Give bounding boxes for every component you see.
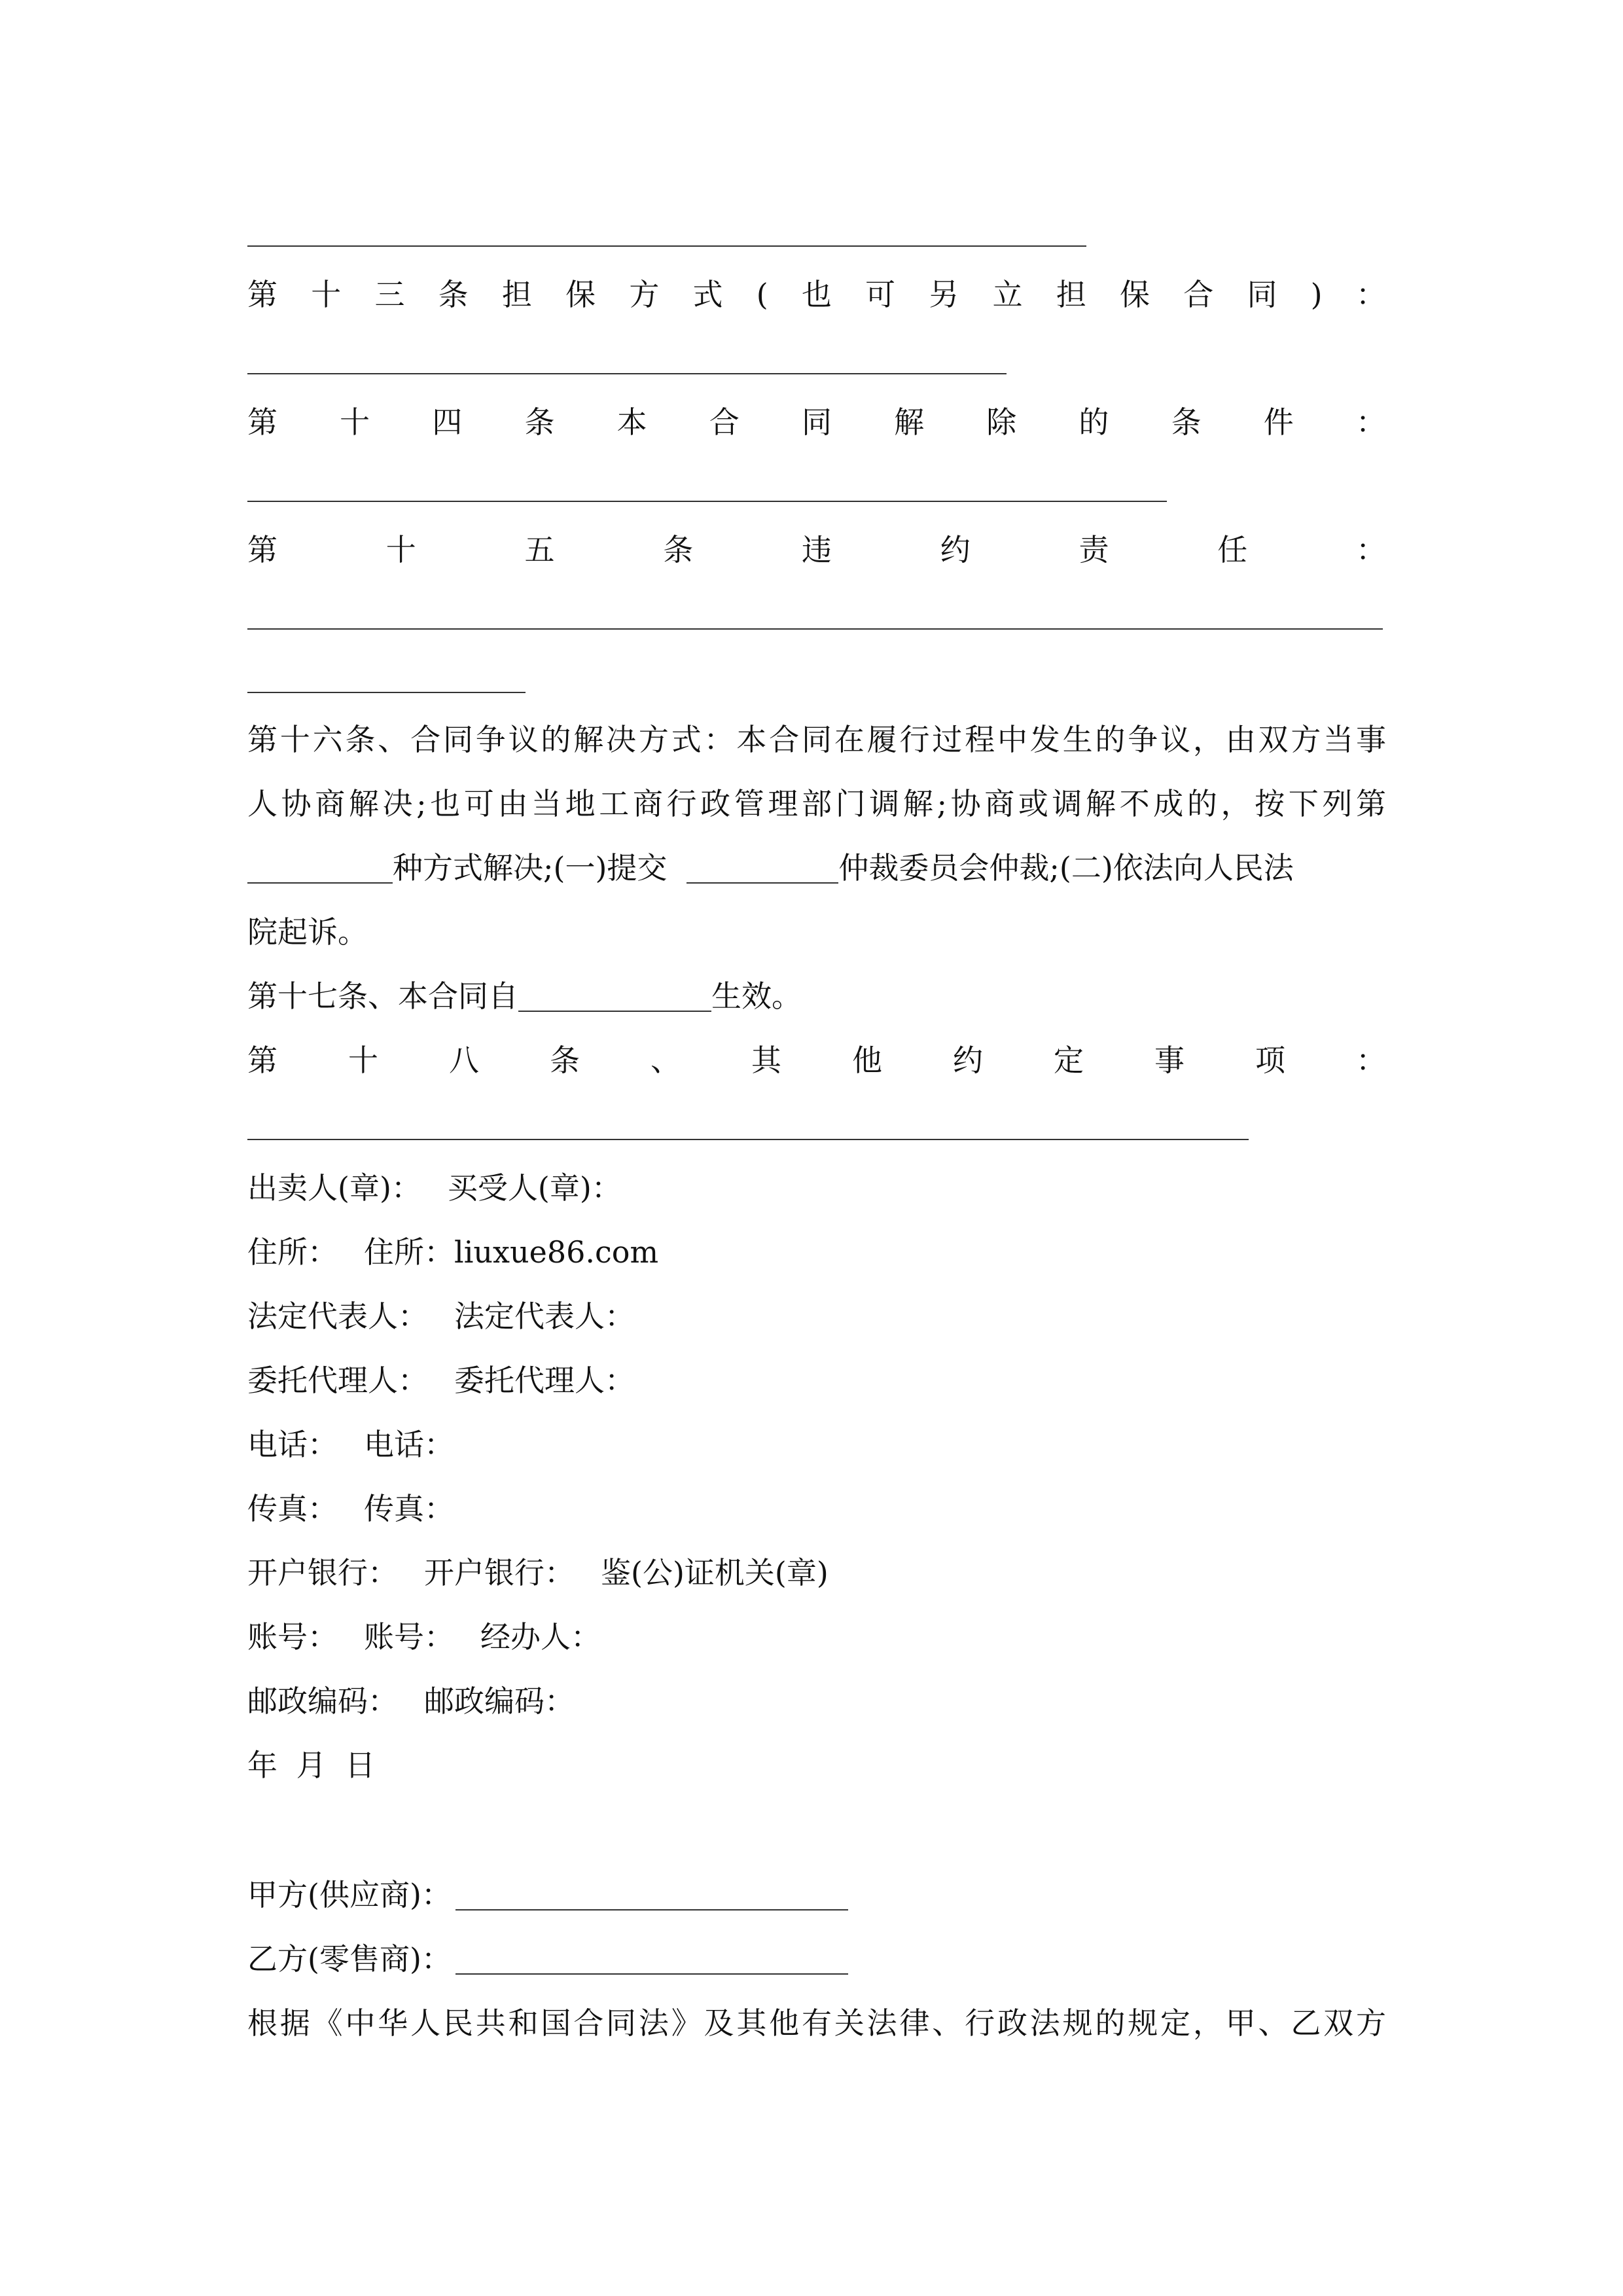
article-17-text: 第十七条、本合同自	[247, 978, 518, 1014]
heading-char: 条	[663, 532, 694, 567]
signature-date: 年 月 日	[247, 1748, 376, 1783]
heading-char: 其	[751, 1043, 781, 1078]
signature-row-bank	[247, 1553, 829, 1592]
buyer-legal-rep-label: 法定代表人：	[454, 1299, 635, 1334]
party-a-label: 甲方(供应商)：	[247, 1877, 452, 1912]
signature-row-seal	[247, 1168, 622, 1208]
heading-char: 责	[1079, 532, 1109, 567]
signature-row-fax	[247, 1489, 454, 1528]
buyer-agent-label: 委托代理人：	[454, 1363, 635, 1398]
party-a-blank	[455, 1880, 848, 1910]
heading-char: 四	[432, 404, 463, 440]
heading-char: 定	[1054, 1043, 1084, 1078]
heading-char: )	[1310, 277, 1323, 312]
buyer-phone-label: 电话：	[364, 1427, 454, 1462]
heading-char: 约	[953, 1043, 983, 1078]
heading-char: 第	[247, 404, 277, 440]
heading-char: 条	[524, 404, 555, 440]
buyer-bank-label: 开户银行：	[424, 1555, 575, 1590]
article-17-text: 生效。	[711, 978, 802, 1014]
signature-row-legal-rep	[247, 1297, 635, 1336]
signature-row-agent	[247, 1361, 635, 1400]
heading-char: ：	[1356, 1043, 1386, 1078]
article-13-heading	[247, 275, 1386, 314]
party-b-label: 乙方(零售商)：	[247, 1941, 452, 1977]
blank-line	[247, 373, 1007, 374]
heading-char: ：	[1355, 277, 1386, 312]
article-17-line	[247, 977, 802, 1016]
party-b-line	[247, 1939, 848, 1979]
heading-char: 十	[311, 277, 342, 312]
heading-char: 也	[801, 277, 832, 312]
blank-line	[247, 1139, 1249, 1140]
article-16-text: 种方式解决;(一)提交	[393, 850, 668, 886]
heading-char: 八	[449, 1043, 479, 1078]
heading-char: 第	[247, 532, 277, 567]
article-18-heading	[247, 1041, 1386, 1080]
notary-seal-label: 鉴(公)证机关(章)	[601, 1555, 829, 1590]
signature-row-phone	[247, 1425, 454, 1464]
heading-char: 三	[374, 277, 405, 312]
blank-line	[247, 245, 1086, 247]
seller-account-label: 账号：	[247, 1619, 338, 1655]
seller-address-label: 住所：	[247, 1234, 338, 1270]
article-15-heading	[247, 530, 1386, 569]
heading-char: 保	[565, 277, 596, 312]
heading-char: ：	[1356, 532, 1386, 567]
heading-char: 他	[852, 1043, 882, 1078]
article-16-line	[247, 848, 1386, 888]
heading-char: 同	[1247, 277, 1277, 312]
seller-fax-label: 传真：	[247, 1491, 338, 1526]
heading-char: 本	[616, 404, 647, 440]
seller-agent-label: 委托代理人：	[247, 1363, 428, 1398]
heading-char: 、	[651, 1043, 681, 1078]
heading-char: 合	[1183, 277, 1214, 312]
heading-char: 式	[692, 277, 723, 312]
heading-char: 件	[1263, 404, 1294, 440]
heading-char: 担	[1056, 277, 1086, 312]
heading-char: 违	[802, 532, 832, 567]
heading-char: 方	[629, 277, 660, 312]
heading-char: 除	[986, 404, 1017, 440]
heading-char: 第	[247, 1043, 277, 1078]
seller-phone-label: 电话：	[247, 1427, 338, 1462]
article-16-line: 第十六条、合同争议的解决方式：本合同在履行过程中发生的争议，由双方当事	[247, 722, 1386, 757]
seller-postal-label: 邮政编码：	[247, 1683, 398, 1719]
heading-char: 的	[1079, 404, 1109, 440]
seller-bank-label: 开户银行：	[247, 1555, 398, 1590]
signature-row-postal	[247, 1681, 575, 1721]
blank-line	[247, 501, 1167, 502]
heading-char: 十	[385, 532, 416, 567]
heading-char: 可	[865, 277, 896, 312]
heading-char: 项	[1255, 1043, 1285, 1078]
heading-char: 十	[348, 1043, 378, 1078]
buyer-fax-label: 传真：	[364, 1491, 454, 1526]
heading-char: 约	[940, 532, 971, 567]
heading-char: 条	[438, 277, 469, 312]
buyer-seal-label: 买受人(章)：	[447, 1170, 622, 1206]
party-b-blank	[455, 1945, 848, 1975]
buyer-account-label: 账号：	[364, 1619, 454, 1655]
blank-field	[518, 982, 711, 1012]
article-16-line: 院起诉。	[247, 914, 368, 950]
heading-char: 另	[929, 277, 959, 312]
heading-char: 担	[501, 277, 532, 312]
heading-char: (	[756, 277, 768, 312]
heading-char: 合	[709, 404, 740, 440]
seller-legal-rep-label: 法定代表人：	[247, 1299, 428, 1334]
heading-char: 保	[1120, 277, 1150, 312]
preamble-line: 根据《中华人民共和国合同法》及其他有关法律、行政法规的规定，甲、乙双方	[247, 2005, 1386, 2041]
blank-line	[247, 628, 1383, 630]
heading-char: 第	[247, 277, 277, 312]
buyer-address-label: 住所：liuxue86.com	[364, 1234, 659, 1270]
heading-char: ：	[1355, 404, 1386, 440]
heading-char: 十	[340, 404, 370, 440]
blank-field	[687, 853, 838, 884]
handler-label: 经办人：	[480, 1619, 601, 1655]
heading-char: 事	[1154, 1043, 1185, 1078]
article-16-line: 人协商解决;也可由当地工商行政管理部门调解;协商或调解不成的，按下列第	[247, 786, 1386, 821]
heading-char: 同	[801, 404, 832, 440]
article-14-heading	[247, 403, 1386, 442]
blank-field	[247, 853, 393, 884]
heading-char: 条	[550, 1043, 580, 1078]
seller-seal-label: 出卖人(章)：	[247, 1170, 421, 1206]
signature-row-address	[247, 1232, 658, 1272]
heading-char: 解	[894, 404, 925, 440]
heading-char: 条	[1171, 404, 1202, 440]
heading-char: 任	[1217, 532, 1248, 567]
heading-char: 五	[524, 532, 555, 567]
buyer-postal-label: 邮政编码：	[424, 1683, 575, 1719]
party-a-line	[247, 1875, 848, 1914]
blank-line	[247, 692, 526, 693]
article-16-text: 仲裁委员会仲裁;(二)依法向人民法	[838, 850, 1294, 886]
heading-char: 立	[992, 277, 1023, 312]
signature-row-account	[247, 1617, 601, 1657]
